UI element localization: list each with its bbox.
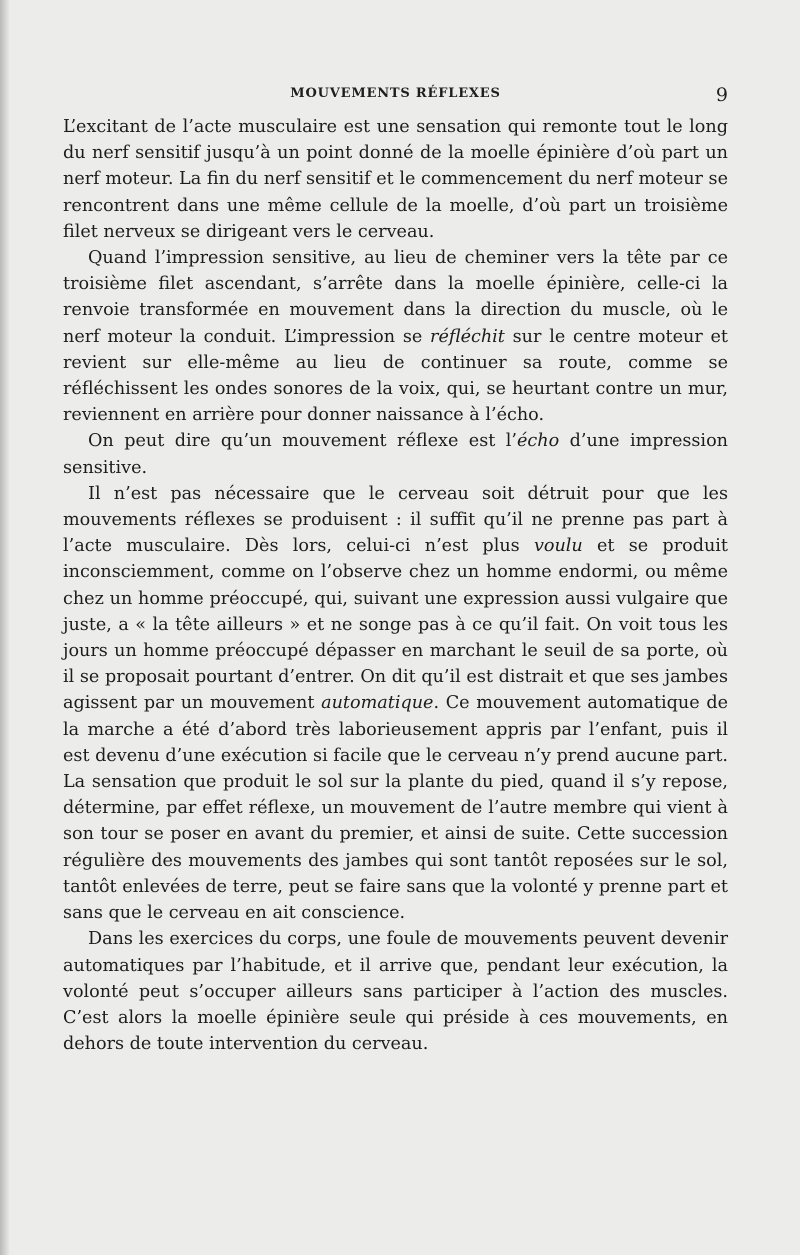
paragraph-3 [63, 428, 728, 480]
paragraph-text: sur le centre moteur et revient sur elle-même au lieu de continuer sa route, comme se réfléchissent les ondes sonores de la voix, qui, se heurtant contre un mur, reviennent en arrière pour donner naissance à l’écho. [63, 326, 728, 426]
running-head: MOUVEMENTS RÉFLEXES [290, 86, 501, 101]
paragraph-text: On peut dire qu’un mouvement réflexe est l’ [88, 431, 517, 452]
paragraph-2 [63, 245, 728, 428]
italic-automatique: automatique [321, 693, 434, 714]
paragraph-4 [63, 481, 728, 926]
italic-reflechit: réfléchit [430, 326, 505, 347]
paragraph-1 [63, 114, 728, 245]
page-body [63, 114, 728, 1057]
page-number: 9 [715, 84, 728, 106]
italic-voulu: voulu [533, 536, 583, 557]
page-gutter-shadow [0, 0, 10, 1255]
italic-echo: écho [516, 431, 560, 452]
paragraph-text: Il n’est pas nécessaire que le cerveau soit détruit pour que les mouvements réflexes se produisent : il suffit qu’il ne prenne pas part à l’acte musculaire. Dès lors, celui-ci n’est plus [63, 483, 728, 557]
paragraph-text: Dans les exercices du corps, une foule de mouvements peuvent devenir automatiques par l’habitude, et il arrive que, pendant leur exécution, la volonté peut s’occuper ailleurs sans participer à l’action des muscles. C’est alors la moelle épinière seule qui préside à ces mouvements, en dehors de toute intervention du cerveau. [63, 929, 728, 1055]
paragraph-text: et se produit inconsciemment, comme on l’observe chez un homme endormi, ou même chez un homme préoccupé, qui, suivant une expression aussi vulgaire que juste, a « la tête ailleurs » et ne songe pas à ce qu’il fait. On voit tous les jours un homme préoccupé dépasser en marchant le seuil de sa porte, où il se proposait pourtant d’entrer. On dit qu’il est distrait et que ses jambes agissent par un mouvement [63, 536, 728, 714]
paragraph-text: . Ce mouvement automatique de la marche a été d’abord très laborieusement appris par l’enfant, puis il est devenu d’une exécution si facile que le cerveau n’y prend aucune part. La sensation que produit le sol sur la plante du pied, quand il s’y repose, détermine, par effet réflexe, un mouvement de l’autre membre qui vient à son tour se poser en avant du premier, et ainsi de suite. Cette succession régulière des mouvements des jambes qui sont tantôt reposées sur le sol, tantôt enlevées de terre, peut se faire sans que la volonté y prenne part et sans que le cerveau en ait conscience. [63, 693, 728, 924]
page-header [63, 84, 728, 108]
paragraph-text: Quand l’impression sensitive, au lieu de cheminer vers la tête par ce troisième filet ascendant, s’arrête dans la moelle épinière, celle-ci la renvoie transformée en mouvement dans la direction du muscle, où le nerf moteur la conduit. L’impression se [63, 248, 728, 347]
paragraph-text: L’excitant de l’acte musculaire est une sensation qui remonte tout le long du nerf sensitif jusqu’à un point donné de la moelle épinière d’où part un nerf moteur. La fin du nerf sensitif et le commencement du nerf moteur se rencontrent dans une même cellule de la moelle, d’où part un troisième filet nerveux se dirigeant vers le cerveau. [63, 117, 728, 242]
paragraph-5 [63, 926, 728, 1057]
paragraph-text: d’une impression sensitive. [63, 431, 728, 478]
